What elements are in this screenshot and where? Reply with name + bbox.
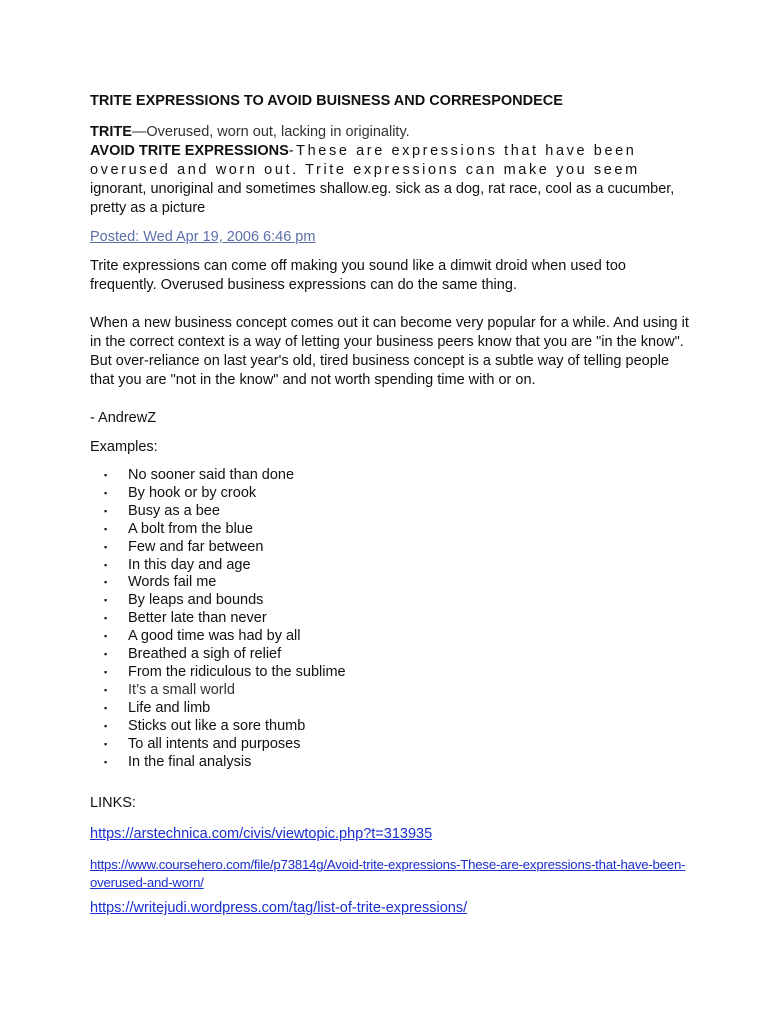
bullet-icon: ▪ — [104, 613, 108, 624]
document-title: TRITE EXPRESSIONS TO AVOID BUISNESS AND CORRESPONDECE — [90, 93, 563, 109]
list-item-text: To all intents and purposes — [128, 735, 301, 752]
bullet-icon: ▪ — [104, 559, 108, 570]
list-item — [90, 557, 690, 575]
list-item — [90, 700, 690, 718]
list-item-text: Words fail me — [128, 574, 217, 591]
list-item-text: Few and far between — [128, 538, 264, 555]
avoid-rest-text: ignorant, unoriginal and sometimes shallow.eg. sick as a dog, rat race, cool as a cucumber, pretty as a picture — [90, 181, 675, 216]
list-item — [90, 754, 690, 772]
list-item-text: No sooner said than done — [128, 467, 295, 483]
bullet-icon: ▪ — [104, 649, 108, 660]
list-item — [90, 610, 690, 628]
link-coursehero[interactable]: https://www.coursehero.com/file/p73814g/Avoid-trite-expressions-These-are-expressions-that-have-been-overused-and-worn/ — [90, 857, 686, 890]
paragraph-1: Trite expressions can come off making you sound like a dimwit droid when used too frequently. Overused business expressions can do the same thing. — [90, 258, 626, 293]
bullet-icon: ▪ — [104, 631, 108, 642]
list-item-text: A bolt from the blue — [128, 520, 253, 537]
bullet-icon: ▪ — [104, 738, 108, 749]
list-item — [90, 664, 690, 682]
list-item-text: In the final analysis — [128, 753, 252, 770]
list-item-text: Life and limb — [128, 699, 211, 716]
list-item — [90, 467, 690, 485]
document-content — [90, 93, 690, 918]
bullet-icon: ▪ — [104, 487, 108, 498]
author-signature: - AndrewZ — [90, 410, 157, 426]
list-item — [90, 485, 690, 503]
list-item — [90, 682, 690, 700]
list-item-text: It’s a small world — [128, 681, 235, 698]
list-item — [90, 521, 690, 539]
list-item — [90, 503, 690, 521]
bullet-icon: ▪ — [104, 720, 108, 731]
posted-date-link[interactable]: Posted: Wed Apr 19, 2006 6:46 pm — [90, 229, 316, 245]
examples-label: Examples: — [90, 439, 158, 455]
bullet-icon: ▪ — [104, 702, 108, 713]
link-writejudi[interactable]: https://writejudi.wordpress.com/tag/list-of-trite-expressions/ — [90, 900, 468, 917]
examples-list — [90, 467, 690, 771]
list-item — [90, 539, 690, 557]
list-item — [90, 574, 690, 592]
bullet-icon: ▪ — [104, 666, 108, 677]
list-item-text: Better late than never — [128, 610, 267, 627]
avoid-heading: AVOID TRITE EXPRESSIONS — [90, 143, 289, 159]
trite-definition: —Overused, worn out, lacking in originality. — [131, 124, 410, 140]
bullet-icon: ▪ — [104, 756, 108, 767]
list-item-text: Busy as a bee — [128, 502, 220, 519]
bullet-icon: ▪ — [104, 595, 108, 606]
list-item-text: Breathed a sigh of relief — [128, 646, 282, 663]
trite-definition-line — [90, 123, 690, 142]
list-item — [90, 628, 690, 646]
list-item-text: A good time was had by all — [128, 628, 301, 645]
list-item — [90, 646, 690, 664]
list-item-text: In this day and age — [128, 556, 251, 573]
paragraph-2: When a new business concept comes out it can become very popular for a while. And using it in the correct context is a way of letting your business peers know that you are "in the know". But over-reliance on last year's old, tired business concept is a subtle way of telling people that you are "not in the know" and not worth spending time with or on. — [90, 315, 689, 388]
avoid-spaced-text: -These are expressions that have been overused and worn out. Trite expressions can make you seem — [90, 143, 640, 178]
bullet-icon: ▪ — [104, 541, 108, 552]
trite-term: TRITE — [90, 124, 132, 140]
link-arstechnica[interactable]: https://arstechnica.com/civis/viewtopic.php?t=313935 — [90, 826, 433, 843]
list-item-text: By leaps and bounds — [128, 592, 264, 609]
list-item — [90, 592, 690, 610]
list-item-text: By hook or by crook — [128, 484, 257, 501]
avoid-paragraph — [90, 142, 690, 218]
bullet-icon: ▪ — [104, 505, 108, 516]
list-item-text: Sticks out like a sore thumb — [128, 717, 306, 734]
list-item — [90, 736, 690, 754]
list-item-text: From the ridiculous to the sublime — [128, 663, 346, 680]
links-label: LINKS: — [90, 795, 136, 812]
bullet-icon: ▪ — [104, 577, 108, 588]
bullet-icon: ▪ — [104, 523, 108, 534]
bullet-icon: ▪ — [104, 470, 108, 480]
list-item — [90, 718, 690, 736]
bullet-icon: ▪ — [104, 684, 108, 695]
